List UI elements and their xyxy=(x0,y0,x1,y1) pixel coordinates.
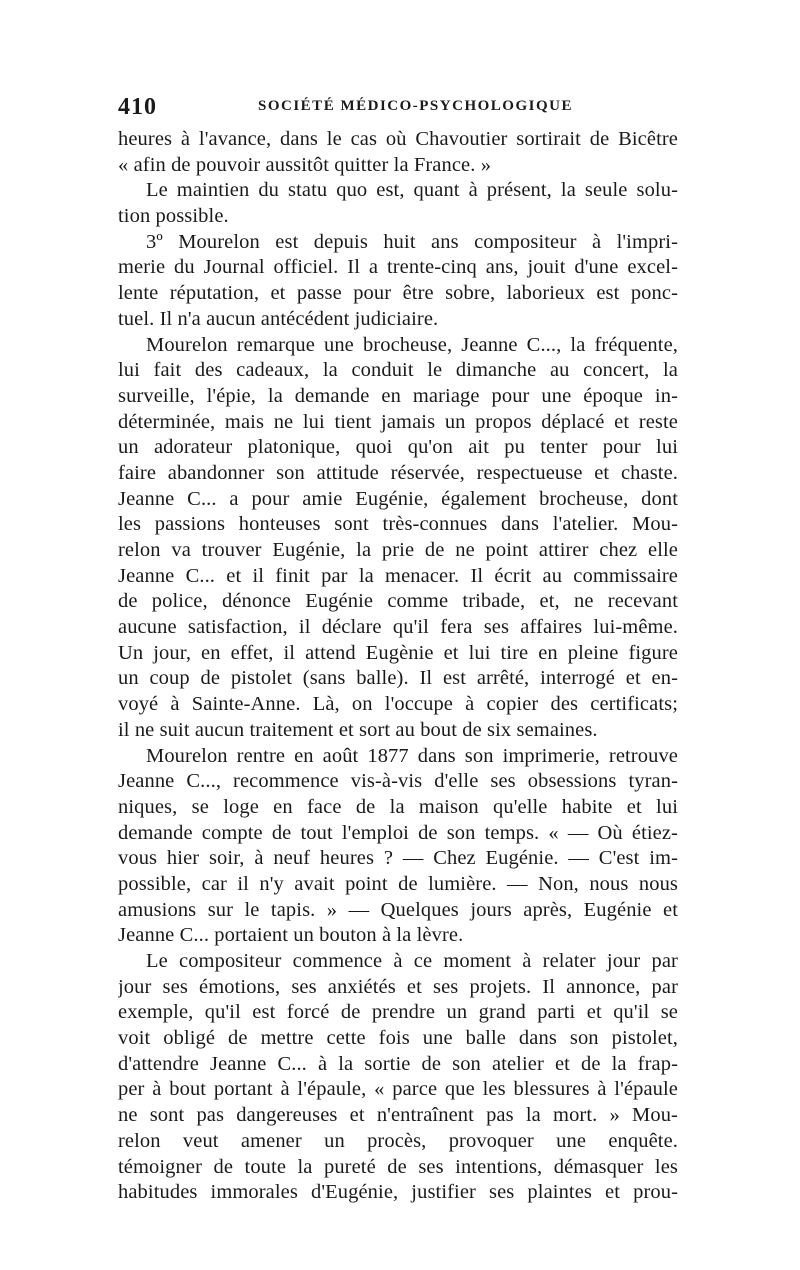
text-line: amusions sur le tapis. » — Quelques jours après, Eugénie et xyxy=(118,898,678,921)
text-line: vous hier soir, à neuf heures ? — Chez Eugénie. — C'est im- xyxy=(118,847,678,870)
running-head: SOCIÉTÉ MÉDICO-PSYCHOLOGIQUE xyxy=(258,98,573,114)
text-line: demande compte de tout l'emploi de son temps. « — Où étiez- xyxy=(118,821,678,844)
text-line: heures à l'avance, dans le cas où Chavoutier sortirait de Bicêtre xyxy=(118,128,678,150)
text-line: Le compositeur commence à ce moment à relater jour par xyxy=(146,950,678,972)
text-line: possible, car il n'y avait point de lumière. — Non, nous nous xyxy=(118,872,678,895)
text-line: les passions honteuses sont très-connues dans l'atelier. Mou- xyxy=(118,513,678,536)
text-line: Mourelon rentre en août 1877 dans son imprimerie, retrouve xyxy=(146,744,678,767)
page-header xyxy=(118,94,678,124)
text-line: « afin de pouvoir aussitôt quitter la France. » xyxy=(118,153,492,176)
text-line: Mourelon remarque une brocheuse, Jeanne C..., la fréquente, xyxy=(146,333,678,356)
text-line: merie du Journal officiel. Il a trente-cinq ans, jouit d'une excel- xyxy=(118,256,678,279)
text-line: jour ses émotions, ses anxiétés et ses projets. Il annonce, par xyxy=(118,975,678,998)
text-line: lui fait des cadeaux, la conduit le dimanche au concert, la xyxy=(118,359,678,382)
text-line: témoigner de toute la pureté de ses intentions, démasquer les xyxy=(118,1155,678,1178)
text-line: habitudes immorales d'Eugénie, justifier ses plaintes et prou- xyxy=(118,1181,678,1204)
text-line: Jeanne C... et il finit par la menacer. Il écrit au commissaire xyxy=(118,564,678,587)
text-line: d'attendre Jeanne C... à la sortie de son atelier et de la frap- xyxy=(118,1052,678,1075)
text-line: voyé à Sainte-Anne. Là, on l'occupe à copier des certificats; xyxy=(118,693,678,716)
text-line: aucune satisfaction, il déclare qu'il fera ses affaires lui-même. xyxy=(118,616,678,639)
text-line: ne sont pas dangereuses et n'entraînent pas la mort. » Mou- xyxy=(118,1104,678,1127)
text-line: faire abandonner son attitude réservée, respectueuse et chaste. xyxy=(118,461,678,484)
page-number: 410 xyxy=(118,94,157,120)
text-line: 3º Mourelon est depuis huit ans compositeur à l'impri- xyxy=(146,230,678,253)
body-text xyxy=(118,127,678,1206)
text-line: relon veut amener un procès, provoquer une enquête. xyxy=(118,1129,678,1152)
text-line: Jeanne C..., recommence vis-à-vis d'elle ses obsessions tyran- xyxy=(118,770,678,793)
text-line: Jeanne C... portaient un bouton à la lèvre. xyxy=(118,924,464,947)
text-line: Le maintien du statu quo est, quant à présent, la seule solu- xyxy=(146,179,678,202)
text-line: un coup de pistolet (sans balle). Il est arrêté, interrogé et en- xyxy=(118,667,678,690)
text-line: tion possible. xyxy=(118,205,229,228)
text-line: surveille, l'épie, la demande en mariage pour une époque in- xyxy=(118,384,678,407)
text-line: déterminée, mais ne lui tient jamais un propos déplacé et reste xyxy=(118,410,678,433)
text-line: il ne suit aucun traitement et sort au bout de six semaines. xyxy=(118,718,598,741)
text-line: exemple, qu'il est forcé de prendre un grand parti et qu'il se xyxy=(118,1001,678,1024)
text-line: relon va trouver Eugénie, la prie de ne point attirer chez elle xyxy=(118,539,678,561)
text-line: un adorateur platonique, quoi qu'on ait pu tenter pour lui xyxy=(118,436,678,459)
text-line: de police, dénonce Eugénie comme tribade, et, ne recevant xyxy=(118,590,678,613)
text-line: niques, se loge en face de la maison qu'elle habite et lui xyxy=(118,795,678,818)
text-line: tuel. Il n'a aucun antécédent judiciaire. xyxy=(118,307,439,330)
text-line: Un jour, en effet, il attend Eugènie et lui tire en pleine figure xyxy=(118,641,678,664)
text-line: Jeanne C... a pour amie Eugénie, également brocheuse, dont xyxy=(118,487,678,510)
text-line: voit obligé de mettre cette fois une balle dans son pistolet, xyxy=(118,1027,678,1050)
text-line: per à bout portant à l'épaule, « parce que les blessures à l'épaule xyxy=(118,1078,678,1101)
text-line: lente réputation, et passe pour être sobre, laborieux est ponc- xyxy=(118,282,678,305)
